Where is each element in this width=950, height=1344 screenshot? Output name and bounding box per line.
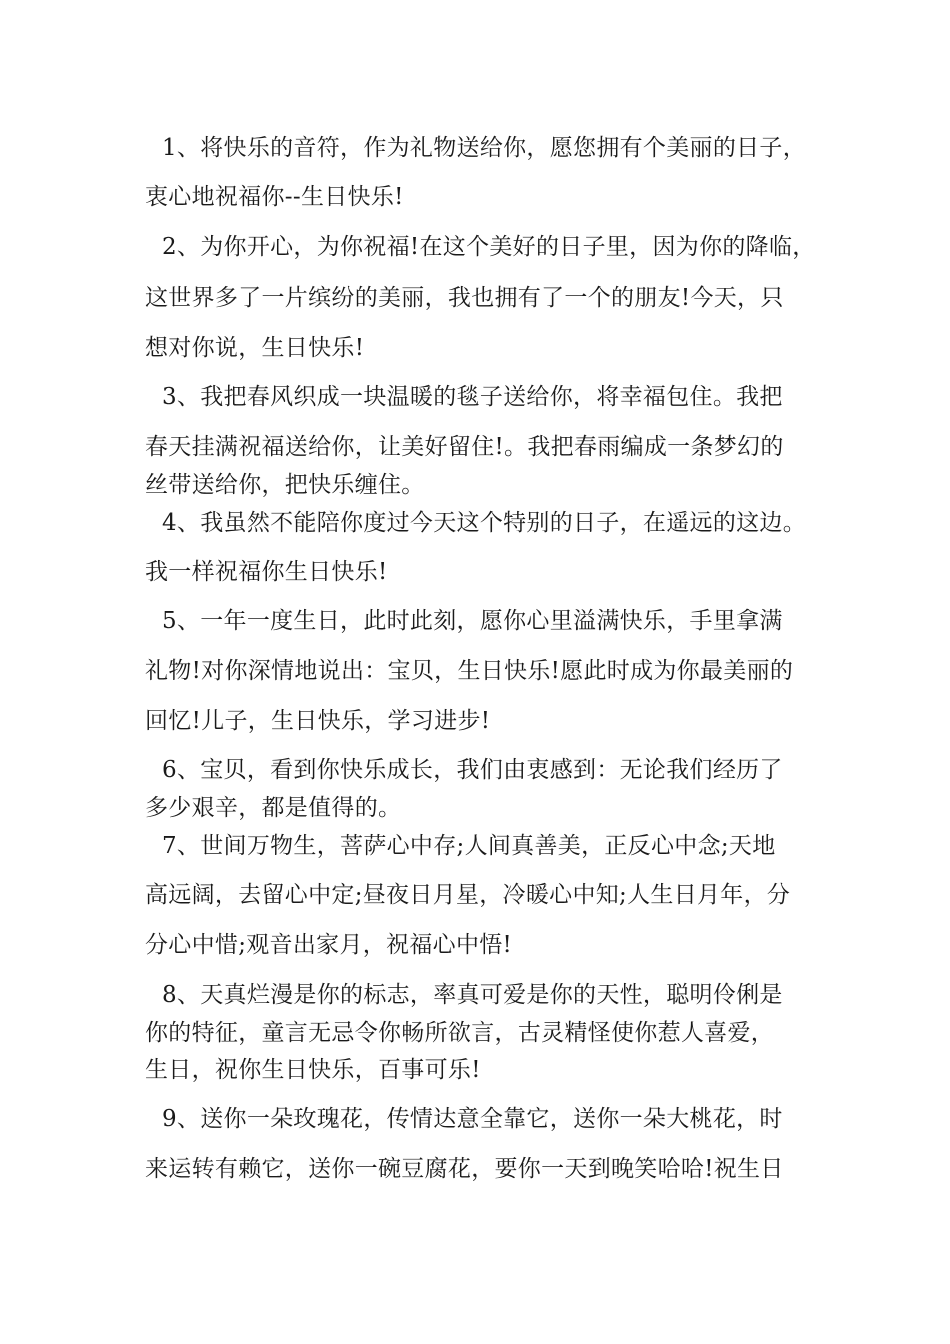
paragraph-5-line-1: 5、一年一度生日，此时此刻，愿你心里溢满快乐，手里拿满 — [162, 608, 783, 634]
paragraph-8-line-2: 你的特征，童言无忌令你畅所欲言，古灵精怪使你惹人喜爱， — [145, 1020, 775, 1046]
paragraph-3-line-3: 丝带送给你，把快乐缠住。 — [145, 472, 425, 498]
paragraph-4-line-2: 我一样祝福你生日快乐! — [145, 559, 388, 585]
paragraph-3-line-2: 春天挂满祝福送给你，让美好留住!。我把春雨编成一条梦幻的 — [145, 434, 784, 460]
paragraph-5-line-2: 礼物!对你深情地说出：宝贝，生日快乐!愿此时成为你最美丽的 — [145, 658, 794, 684]
paragraph-1-line-2: 衷心地祝福你--生日快乐! — [145, 184, 404, 210]
paragraph-6-line-2: 多少艰辛，都是值得的。 — [145, 795, 402, 821]
paragraph-1-line-1: 1、将快乐的音符，作为礼物送给你，愿您拥有个美丽的日子， — [162, 135, 807, 161]
paragraph-8-line-1: 8、天真烂漫是你的标志，率真可爱是你的天性，聪明伶俐是 — [162, 982, 783, 1008]
paragraph-9-line-2: 来运转有赖它，送你一碗豆腐花，要你一天到晚笑哈哈!祝生日 — [145, 1156, 784, 1182]
paragraph-9-line-1: 9、送你一朵玫瑰花，传情达意全靠它，送你一朵大桃花，时 — [162, 1106, 783, 1132]
paragraph-7-line-1: 7、世间万物生，菩萨心中存;人间真善美，正反心中念;天地 — [162, 833, 776, 859]
paragraph-4-line-1: 4、我虽然不能陪你度过今天这个特别的日子，在遥远的这边。 — [162, 510, 807, 536]
paragraph-7-line-2: 高远阔，去留心中定;昼夜日月星，冷暖心中知;人生日月年，分 — [145, 882, 791, 908]
paragraph-7-line-3: 分心中惜;观音出家月，祝福心中悟! — [145, 932, 513, 958]
paragraph-5-line-3: 回忆!儿子，生日快乐，学习进步! — [145, 708, 491, 734]
paragraph-8-line-3: 生日，祝你生日快乐，百事可乐! — [145, 1057, 481, 1083]
paragraph-2-line-3: 想对你说，生日快乐! — [145, 335, 365, 361]
paragraph-6-line-1: 6、宝贝，看到你快乐成长，我们由衷感到：无论我们经历了 — [162, 757, 783, 783]
paragraph-2-line-1: 2、为你开心，为你祝福!在这个美好的日子里，因为你的降临， — [162, 234, 816, 260]
paragraph-3-line-1: 3、我把春风织成一块温暖的毯子送给你，将幸福包住。我把 — [162, 384, 783, 410]
paragraph-2-line-2: 这世界多了一片缤纷的美丽，我也拥有了一个的朋友!今天，只 — [145, 285, 784, 311]
